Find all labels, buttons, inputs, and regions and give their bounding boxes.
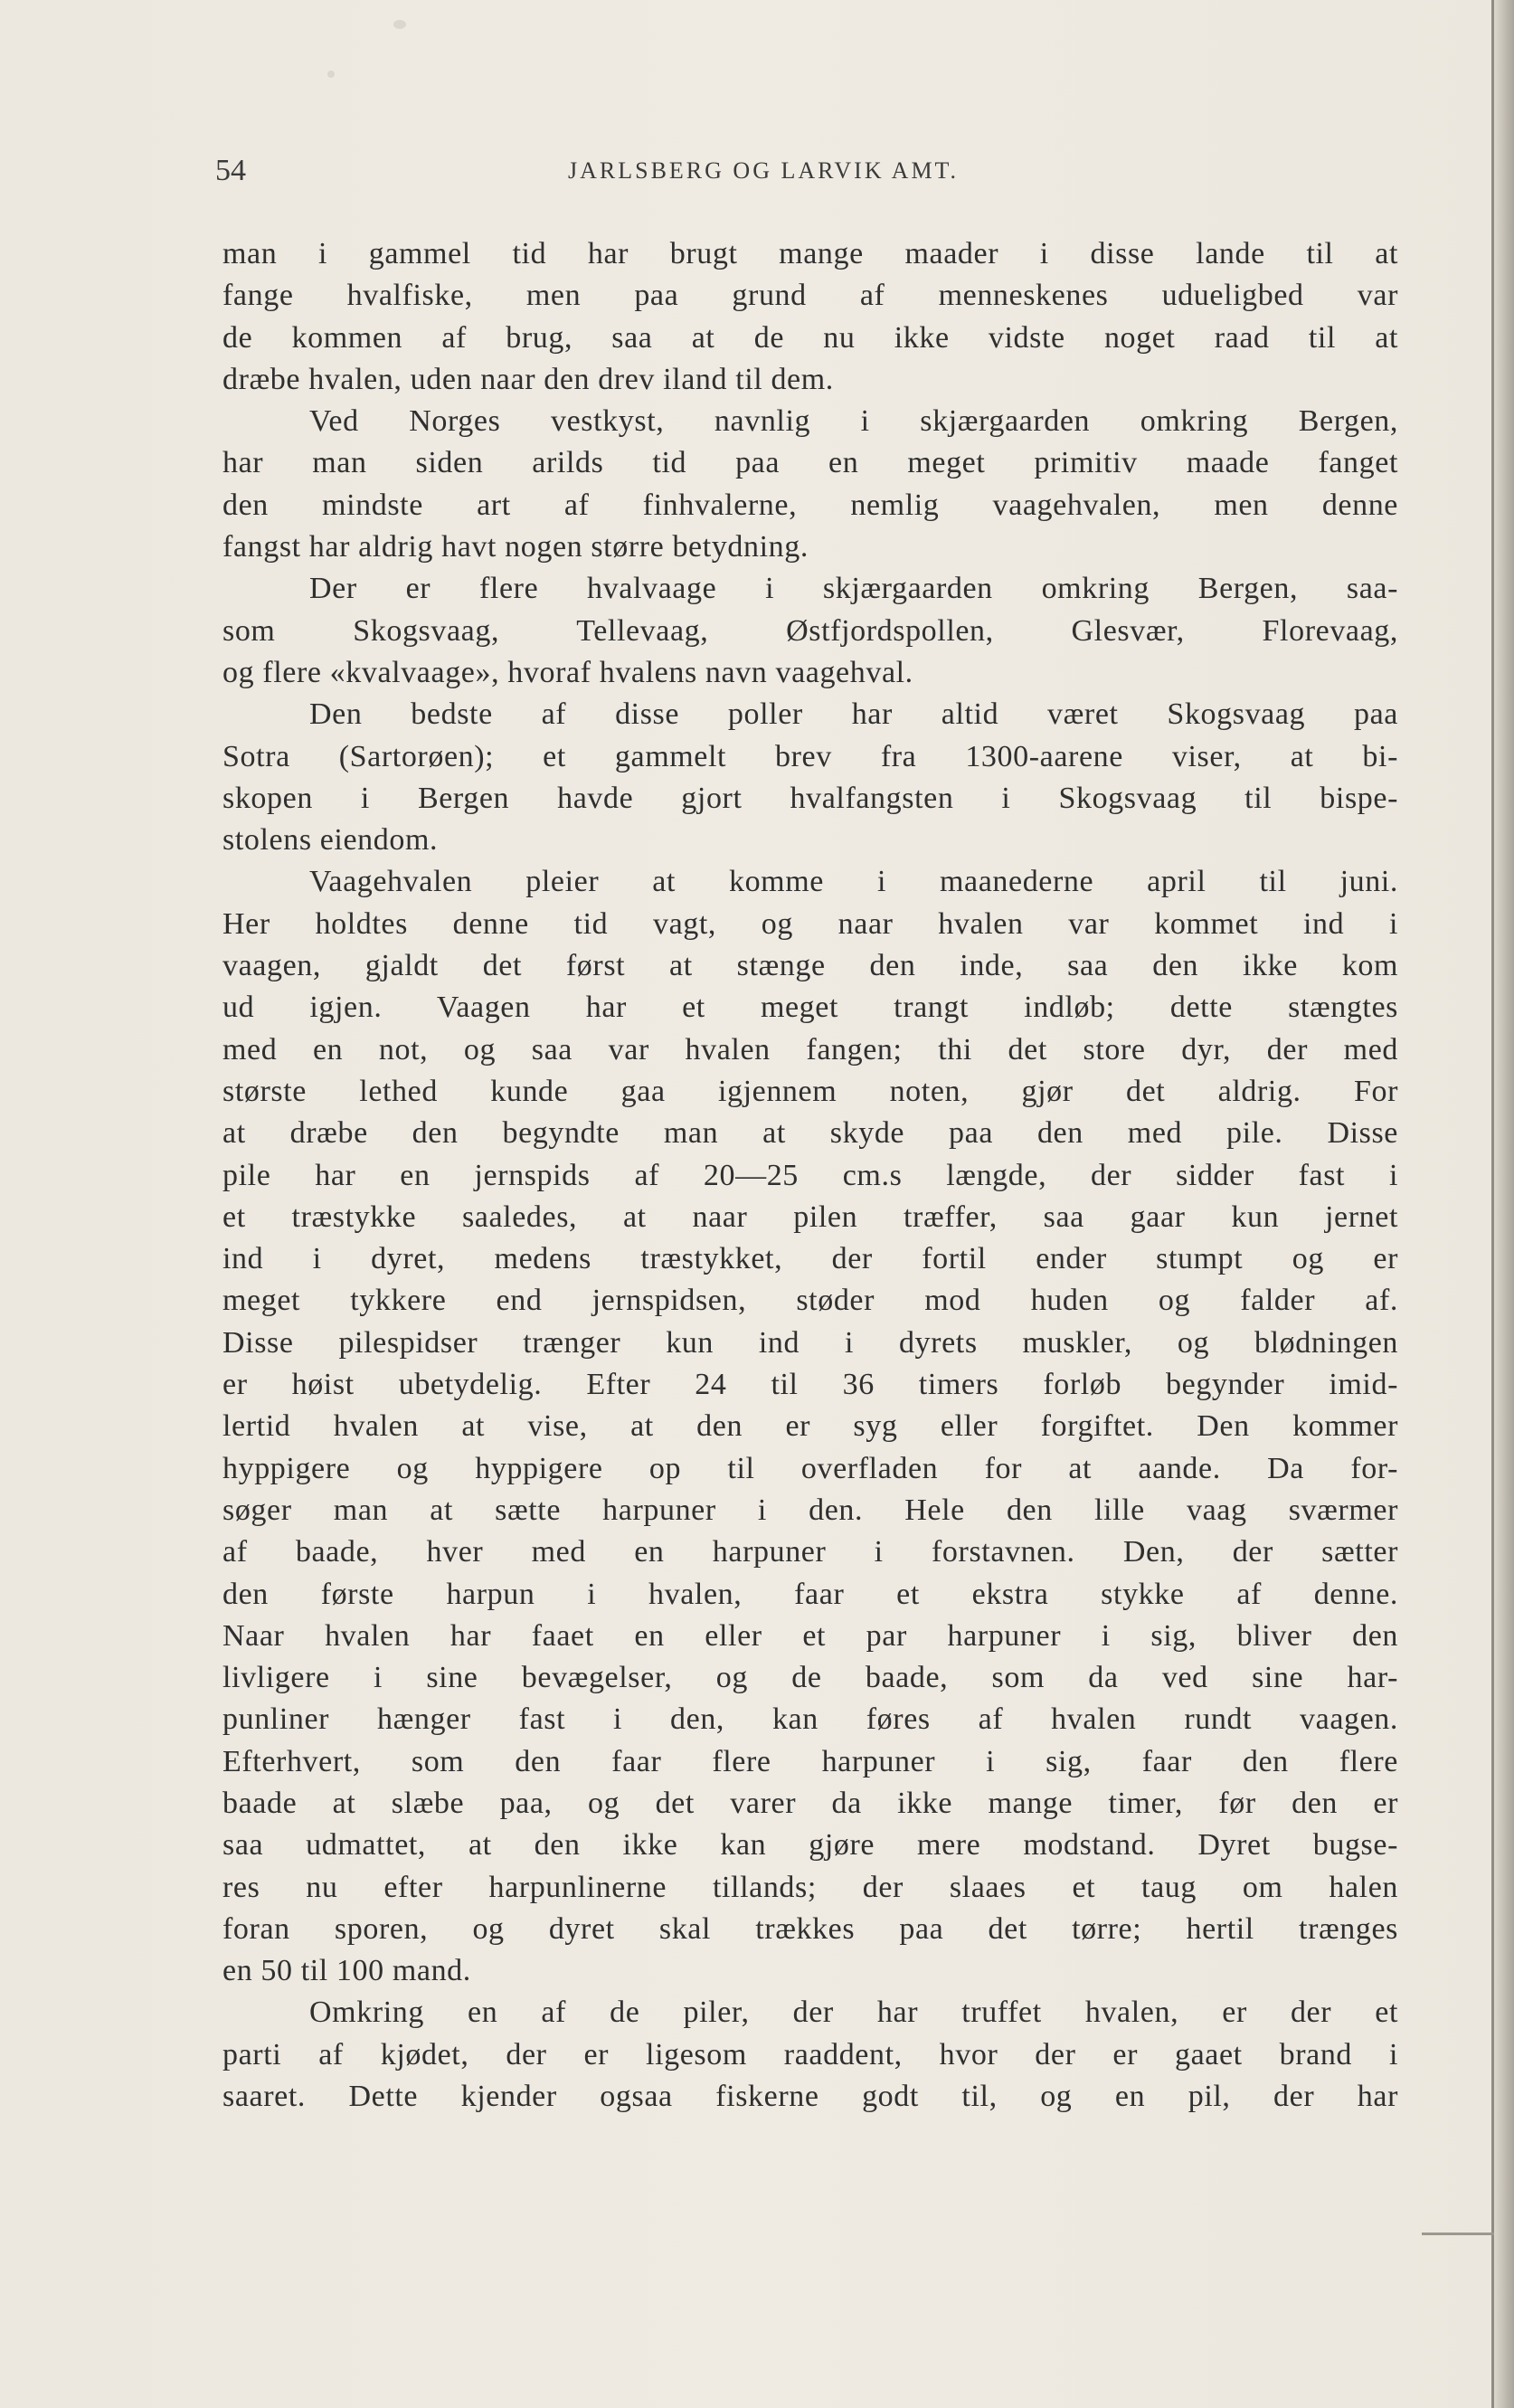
text-line: Der er flere hvalvaage i skjærgaarden omkring Bergen, saa- [309, 572, 1398, 606]
text-line: et træstykke saaledes, at naar pilen træffer, saa gaar kun jernet [222, 1199, 1398, 1234]
text-line: som Skogsvaag, Tellevaag, Østfjordspollen, Glesvær, Florevaag, [222, 613, 1398, 648]
text-line: saaret. Dette kjender ogsaa fiskerne godt til, og en pil, der har [222, 2080, 1398, 2114]
text-line: Efterhvert, som den faar flere harpuner i sig, faar den flere [222, 1744, 1398, 1778]
text-line: punliner hænger fast i den, kan føres af hvalen rundt vaagen. [222, 1702, 1398, 1737]
text-line: lertid hvalen at vise, at den er syg eller forgiftet. Den kommer [222, 1409, 1398, 1444]
text-line: Naar hvalen har faaet en eller et par harpuner i sig, bliver den [222, 1618, 1398, 1653]
text-line: den første harpun i hvalen, faar et ekstra stykke af denne. [222, 1577, 1398, 1611]
text-line: Her holdtes denne tid vagt, og naar hvalen var kommet ind i [222, 906, 1398, 941]
text-line: parti af kjødet, der er ligesom raaddent, hvor der er gaaet brand i [222, 2037, 1398, 2071]
text-line: baade at slæbe paa, og det varer da ikke mange timer, før den er [222, 1786, 1398, 1820]
text-line: foran sporen, og dyret skal trækkes paa det tørre; hertil trænges [222, 1911, 1398, 1946]
page-edge-shadow [1491, 0, 1494, 2408]
text-line: hyppigere og hyppigere op til overfladen for at aande. Da for- [222, 1451, 1398, 1485]
text-line: ind i dyret, medens træstykket, der fortil ender stumpt og er [222, 1242, 1398, 1276]
text-line: fangst har aldrig havt nogen større betydning. [222, 530, 809, 564]
text-line: man i gammel tid har brugt mange maader i disse lande til at [222, 237, 1398, 270]
text-line: Vaagehvalen pleier at komme i maanederne april til juni. [309, 865, 1398, 899]
running-head: JARLSBERG OG LARVIK AMT. [568, 157, 960, 184]
text-line: er høist ubetydelig. Efter 24 til 36 timers forløb begynder imid- [222, 1368, 1398, 1402]
text-line: søger man at sætte harpuner i den. Hele den lille vaag sværmer [222, 1493, 1398, 1527]
text-line: har man siden arilds tid paa en meget primitiv maade fanget [222, 446, 1398, 480]
page-smudge [393, 20, 406, 29]
text-line: Omkring en af de piler, der har truffet hvalen, er der et [309, 1996, 1398, 2030]
text-line: den mindste art af finhvalerne, nemlig vaagehvalen, men denne [222, 488, 1398, 522]
text-line: og flere «kvalvaage», hvoraf hvalens navn vaagehval. [222, 655, 913, 689]
page-smudge [327, 71, 335, 78]
text-line: pile har en jernspids af 20—25 cm.s længde, der sidder fast i [222, 1158, 1398, 1192]
text-line: de kommen af brug, saa at de nu ikke vidste noget raad til at [222, 320, 1398, 355]
text-line: skopen i Bergen havde gjort hvalfangsten i Skogsvaag til bispe- [222, 781, 1398, 815]
page-header [215, 154, 1400, 208]
text-line: stolens eiendom. [222, 823, 439, 858]
text-line: meget tykkere end jernspidsen, støder mod huden og falder af. [222, 1284, 1398, 1318]
text-line: største lethed kunde gaa igjennem noten, gjør det aldrig. For [222, 1074, 1398, 1108]
body-text [222, 233, 1398, 2118]
text-line: en 50 til 100 mand. [222, 1954, 471, 1988]
page-corner-rule [1422, 2233, 1494, 2235]
page-number: 54 [215, 154, 246, 187]
text-line: med en not, og saa var hvalen fangen; thi det store dyr, der med [222, 1032, 1398, 1067]
text-line: Sotra (Sartorøen); et gammelt brev fra 1300-aarene viser, at bi- [222, 739, 1398, 773]
page-right-edge [1494, 0, 1514, 2408]
text-line: livligere i sine bevægelser, og de baade, som da ved sine har- [222, 1661, 1398, 1695]
text-line: fange hvalfiske, men paa grund af menneskenes udueligbed var [222, 279, 1398, 313]
text-line: Ved Norges vestkyst, navnlig i skjærgaarden omkring Bergen, [309, 404, 1398, 439]
text-line: af baade, hver med en harpuner i forstavnen. Den, der sætter [222, 1535, 1398, 1569]
text-line: res nu efter harpunlinerne tillands; der slaaes et taug om halen [222, 1870, 1398, 1904]
text-line: dræbe hvalen, uden naar den drev iland til dem. [222, 362, 834, 396]
text-line: at dræbe den begyndte man at skyde paa den med pile. Disse [222, 1116, 1398, 1151]
text-line: vaagen, gjaldt det først at stænge den inde, saa den ikke kom [222, 949, 1398, 983]
text-line: saa udmattet, at den ikke kan gjøre mere modstand. Dyret bugse- [222, 1828, 1398, 1863]
text-line: Disse pilespidser trænger kun ind i dyrets muskler, og blødningen [222, 1325, 1398, 1360]
text-line: Den bedste af disse poller har altid været Skogsvaag paa [309, 697, 1398, 732]
text-line: ud igjen. Vaagen har et meget trangt indløb; dette stængtes [222, 991, 1398, 1025]
